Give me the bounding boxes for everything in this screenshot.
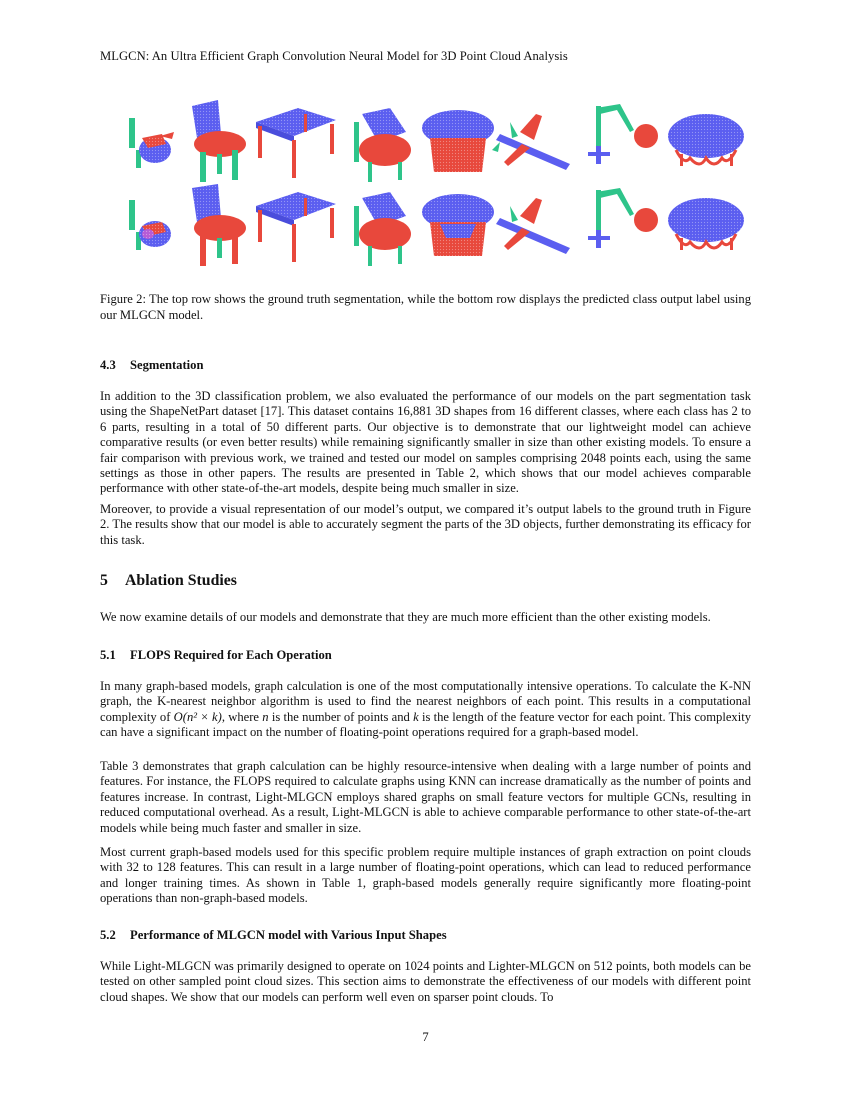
gt-chair-b — [192, 100, 246, 182]
pred-round-table — [668, 198, 744, 250]
pred-chair-a — [129, 200, 171, 250]
section-title: Performance of MLGCN model with Various Input Shapes — [130, 928, 447, 942]
pred-chair-c — [354, 192, 411, 266]
section-number: 5.2 — [100, 928, 116, 942]
math-complexity: O(n² × k) — [173, 709, 222, 724]
running-header: MLGCN: An Ultra Efficient Graph Convolution Neural Model for 3D Point Cloud Analysis — [100, 49, 568, 63]
math-k: k — [413, 709, 419, 724]
section-4-3-paragraph-1: In addition to the 3D classification problem, we also evaluated the performance of our models on the part segmentation task using the ShapeNetPart dataset [17]. This dataset contains 16,881 3D shapes from 16 different classes, where each class has 2 to 6 parts, resulting in a total of 50 different parts. Our objective is to demonstrate that our lightweight model can achieve comparative results (or even better results) while remaining significantly smaller in size than other existing models. To ensure a fair comparison with previous work, we trained and tested our model on samples comprising 2048 points each, using the same settings as those in other papers. The results are presented in Table 2, which shows that our model achieves comparable performance with other state-of-the-art models, despite being much smaller in size. — [100, 389, 751, 496]
section-number: 5 — [100, 572, 108, 589]
gt-lamp — [588, 104, 658, 164]
section-5-2-heading — [100, 928, 447, 943]
section-title: Segmentation — [130, 358, 204, 372]
gt-chair-d — [422, 110, 494, 172]
section-5-heading — [100, 572, 237, 590]
section-4-3-heading — [100, 358, 203, 373]
section-5-1-paragraph-2: Table 3 demonstrates that graph calculation can be highly resource-intensive when dealing with a large number of points and features. For instance, the FLOPS required to calculate graphs using KNN can increase dramatically as the number of points and features increase. In contrast, Light-MLGCN employs shared graphs on small feature vectors for multiple GCNs, resulting in reduced computational overhead. As a result, Light-MLGCN is able to achieve comparable performance to other state-of-the-art models while being much faster and smaller in size. — [100, 759, 751, 835]
predicted-row — [129, 184, 744, 266]
pred-airplane — [496, 198, 570, 254]
section-number: 5.1 — [100, 648, 116, 662]
segmentation-figure — [100, 92, 751, 272]
pred-chair-b — [192, 184, 246, 266]
math-n: n — [262, 709, 269, 724]
section-4-3-paragraph-2: Moreover, to provide a visual representation of our model’s output, we compared it’s output labels to the ground truth in Figure 2. The results show that our model is able to accurately segment the parts of the 3D objects, further demonstrating its efficacy for this task. — [100, 502, 751, 547]
section-number: 4.3 — [100, 358, 116, 372]
pred-chair-d — [422, 194, 494, 256]
section-5-1-heading — [100, 648, 332, 663]
gt-round-table — [668, 114, 744, 166]
pred-table — [256, 192, 336, 262]
gt-chair-c — [354, 108, 411, 182]
gt-airplane — [492, 114, 570, 170]
section-5-2-paragraph-1: While Light-MLGCN was primarily designed to operate on 1024 points and Lighter-MLGCN on 512 points, both models can be tested on other sampled point cloud sizes. This section aims to demonstrate the effectiveness of our models with different point cloud shapes. We show that our models can perform well even on sparser point clouds. To — [100, 959, 751, 1004]
gt-chair-a — [129, 118, 174, 168]
page-number: 7 — [422, 1030, 429, 1044]
section-5-paragraph-1: We now examine details of our models and demonstrate that they are much more efficient than the other existing models. — [100, 610, 711, 624]
section-5-1-paragraph-3: Most current graph-based models used for this specific problem require multiple instances of graph extraction on point clouds with 32 to 128 features. This can result in a large number of floating-point operations, which can lead to reduced performance and longer training times. As shown in Table 1, graph-based models generally require significantly more floating-point operations than non-graph-based models. — [100, 845, 751, 906]
gt-table — [256, 108, 336, 178]
pred-lamp — [588, 188, 658, 248]
section-title: Ablation Studies — [125, 572, 237, 589]
figure-caption: Figure 2: The top row shows the ground truth segmentation, while the bottom row displays the predicted class output label using our MLGCN model. — [100, 292, 751, 322]
ground-truth-row — [129, 100, 744, 182]
section-5-1-paragraph-1: In many graph-based models, graph calculation is one of the most computationally intensive operations. To calculate the K-NN graph, the K-nearest neighbor algorithm is used to find the nearest neighbors of each point. This results in a computational complexity of O(n² × k), where n is the number of points and k is the length of the feature vector for each point. This complexity can have a significant impact on the number of floating-point operations required for a graph-based model. — [100, 679, 751, 740]
section-title: FLOPS Required for Each Operation — [130, 648, 332, 662]
